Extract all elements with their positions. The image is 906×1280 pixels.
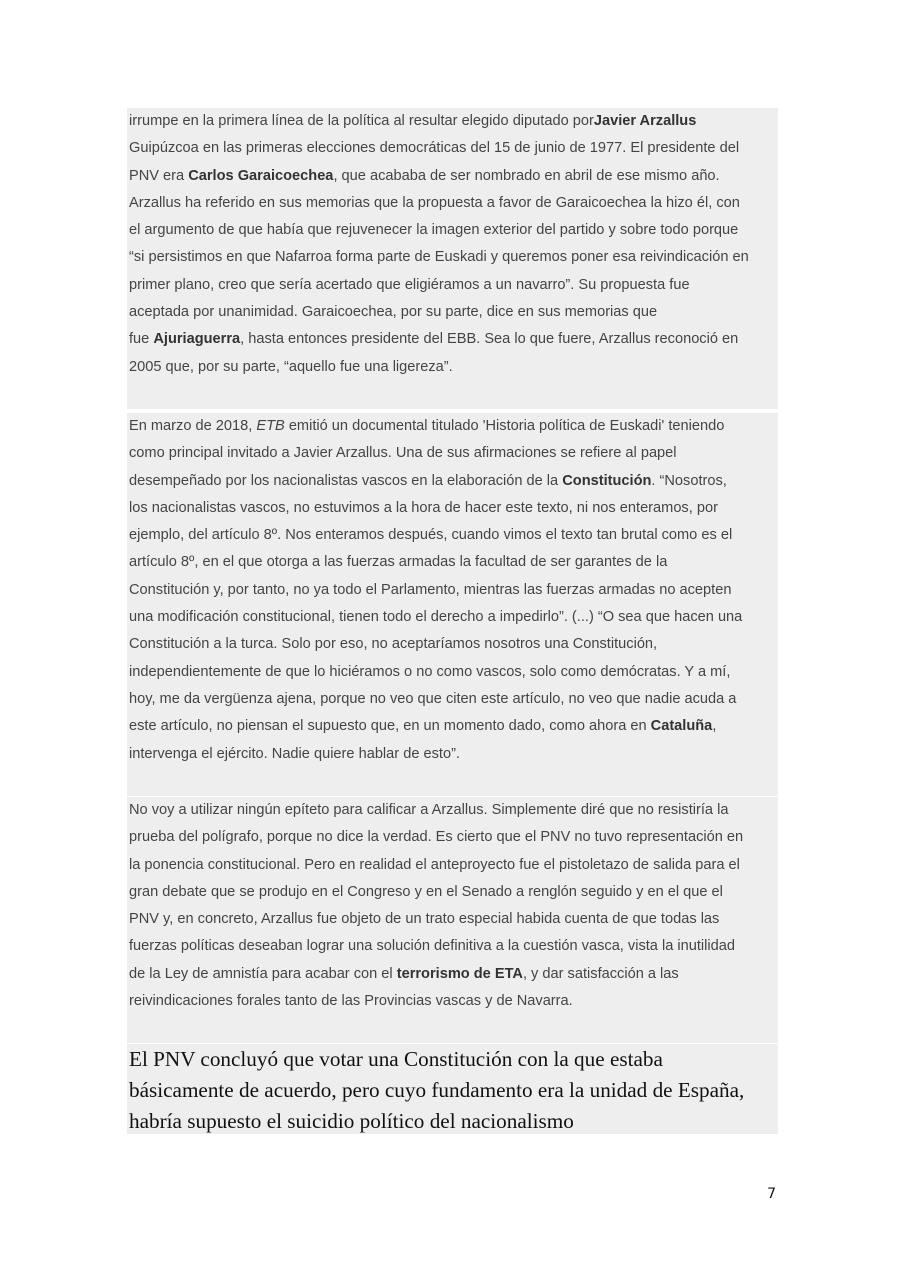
text-run: No voy a utilizar ningún epíteto para calificar a Arzallus. Simplemente diré que no resistiría la xyxy=(129,802,729,818)
text-run: independientemente de que lo hiciéramos o no como vascos, solo como demócratas. Y a mí, xyxy=(129,663,731,680)
text-run: fuerzas políticas deseaban lograr una solución definitiva a la cuestión vasca, vista la inutilidad xyxy=(129,938,735,955)
text-line xyxy=(127,824,778,851)
text-line xyxy=(127,741,778,768)
text-line xyxy=(127,299,778,326)
text-run: , xyxy=(712,718,717,735)
text-line xyxy=(127,217,778,244)
text-line xyxy=(127,468,778,495)
text-line xyxy=(127,244,778,271)
text-run: los nacionalistas vascos, no estuvimos a la hora de hacer este texto, ni nos enteramos, por xyxy=(129,499,718,516)
text-run: primer plano, creo que sería acertado que eligiéramos a un navarro”. Su propuesta fue xyxy=(129,276,690,293)
text-line xyxy=(127,961,778,988)
text-line xyxy=(127,272,778,299)
text-run: gran debate que se produjo en el Congreso y en el Senado a renglón seguido y en el que el xyxy=(129,883,723,900)
text-line xyxy=(127,522,778,549)
text-line xyxy=(127,326,778,353)
text-line xyxy=(127,354,778,381)
text-run: prueba del polígrafo, porque no dice la verdad. Es cierto que el PNV no tuvo representación en xyxy=(129,829,744,846)
text-run: de la Ley de amnistía para acabar con el xyxy=(129,965,397,982)
text-run: En marzo de 2018, xyxy=(129,418,257,434)
text-line xyxy=(127,108,778,135)
text-line xyxy=(127,413,778,440)
text-run: como principal invitado a Javier Arzallus. Una de sus afirmaciones se refiere al papel xyxy=(129,445,677,462)
bold-text: Carlos Garaicoechea xyxy=(188,167,334,184)
text-line xyxy=(127,686,778,713)
text-run: PNV y, en concreto, Arzallus fue objeto de un trato especial habida cuenta de que todas las xyxy=(129,911,720,928)
text-run: Constitución y, por tanto, no ya todo el Parlamento, mientras las fuerzas armadas no acepten xyxy=(129,581,732,598)
text-run: este artículo, no piensan el supuesto que, en un momento dado, como ahora en xyxy=(129,718,651,735)
blank-line xyxy=(127,1015,778,1043)
text-run: . “Nosotros, xyxy=(651,472,727,489)
text-line xyxy=(127,879,778,906)
text-line xyxy=(127,797,778,824)
text-run: “si persistimos en que Nafarroa forma parte de Euskadi y queremos poner esa reivindicación en xyxy=(129,249,749,266)
text-run: 2005 que, por su parte, “aquello fue una ligereza”. xyxy=(129,358,453,375)
text-line xyxy=(127,713,778,740)
bold-text: Cataluña xyxy=(650,718,713,735)
text-run: Constitución a la turca. Solo por eso, no aceptaríamos nosotros una Constitución, xyxy=(129,636,658,653)
text-run: el argumento de que había que rejuvenecer la imagen exterior del partido y sobre todo porque xyxy=(129,222,739,239)
text-run: hoy, me da vergüenza ajena, porque no veo que citen este artículo, no veo que nadie acuda a xyxy=(129,690,737,707)
text-line xyxy=(127,988,778,1015)
text-line xyxy=(127,440,778,467)
text-line xyxy=(127,604,778,631)
text-line xyxy=(127,135,778,162)
text-line xyxy=(127,631,778,658)
text-run: PNV era xyxy=(129,167,189,184)
text-line xyxy=(127,659,778,686)
text-line xyxy=(127,163,778,190)
text-line xyxy=(127,549,778,576)
paragraph-documental-etb xyxy=(127,413,778,796)
bold-text: terrorismo de ETA xyxy=(396,965,523,982)
text-run: aceptada por unanimidad. Garaicoechea, por su parte, dice en sus memorias que xyxy=(129,304,658,321)
text-line xyxy=(127,577,778,604)
heading-line: El PNV concluyó que votar una Constitución con la que estaba xyxy=(129,1047,663,1071)
page-number: 7 xyxy=(767,1186,776,1202)
text-run: fue xyxy=(129,331,154,348)
text-run: , que acababa de ser nombrado en abril de ese mismo año. xyxy=(333,167,720,184)
text-line xyxy=(127,933,778,960)
heading-line: habría supuesto el suicidio político del nacionalismo xyxy=(129,1109,574,1133)
text-line xyxy=(127,495,778,522)
text-run: desempeñado por los nacionalistas vascos en la elaboración de la xyxy=(129,472,563,489)
text-run: irrumpe en la primera línea de la política al resultar elegido diputado por xyxy=(129,113,594,129)
text-run: artículo 8º, en el que otorga a las fuerzas armadas la facultad de ser garantes de la xyxy=(129,554,668,571)
text-line xyxy=(127,906,778,933)
paragraph-poligrafo xyxy=(127,797,778,1043)
text-run: , y dar satisfacción a las xyxy=(522,965,679,982)
italic-text: ETB xyxy=(256,418,285,434)
text-run: Guipúzcoa en las primeras elecciones democráticas del 15 de junio de 1977. El presidente del xyxy=(129,140,740,157)
blank-line xyxy=(127,768,778,796)
heading-line: básicamente de acuerdo, pero cuyo fundamento era la unidad de España, xyxy=(129,1078,745,1102)
bold-text: Constitución xyxy=(562,472,652,489)
text-run: intervenga el ejército. Nadie quiere hablar de esto”. xyxy=(129,745,460,762)
pull-quote-heading xyxy=(127,1044,778,1134)
text-line xyxy=(127,190,778,217)
text-run: Arzallus ha referido en sus memorias que la propuesta a favor de Garaicoechea la hizo él, con xyxy=(129,194,740,211)
text-run: la ponencia constitucional. Pero en realidad el anteproyecto fue el pistoletazo de salida para el xyxy=(129,856,740,873)
text-run: ejemplo, del artículo 8º. Nos enteramos después, cuando vimos el texto tan brutal como es el xyxy=(129,527,733,544)
text-run: reivindicaciones forales tanto de las Provincias vascas y de Navarra. xyxy=(129,993,573,1010)
text-run: , hasta entonces presidente del EBB. Sea lo que fuere, Arzallus reconoció en xyxy=(240,331,739,348)
text-run: una modificación constitucional, tienen todo el derecho a impedirlo”. (...) “O sea que hacen una xyxy=(129,609,743,626)
text-run: emitió un documental titulado 'Historia política de Euskadi' teniendo xyxy=(284,418,725,434)
blank-line xyxy=(127,381,778,409)
paragraph-arzallus-diputado xyxy=(127,108,778,409)
text-line xyxy=(127,852,778,879)
bold-text: Javier Arzallus xyxy=(593,113,697,129)
bold-text: Ajuriaguerra xyxy=(153,331,241,348)
